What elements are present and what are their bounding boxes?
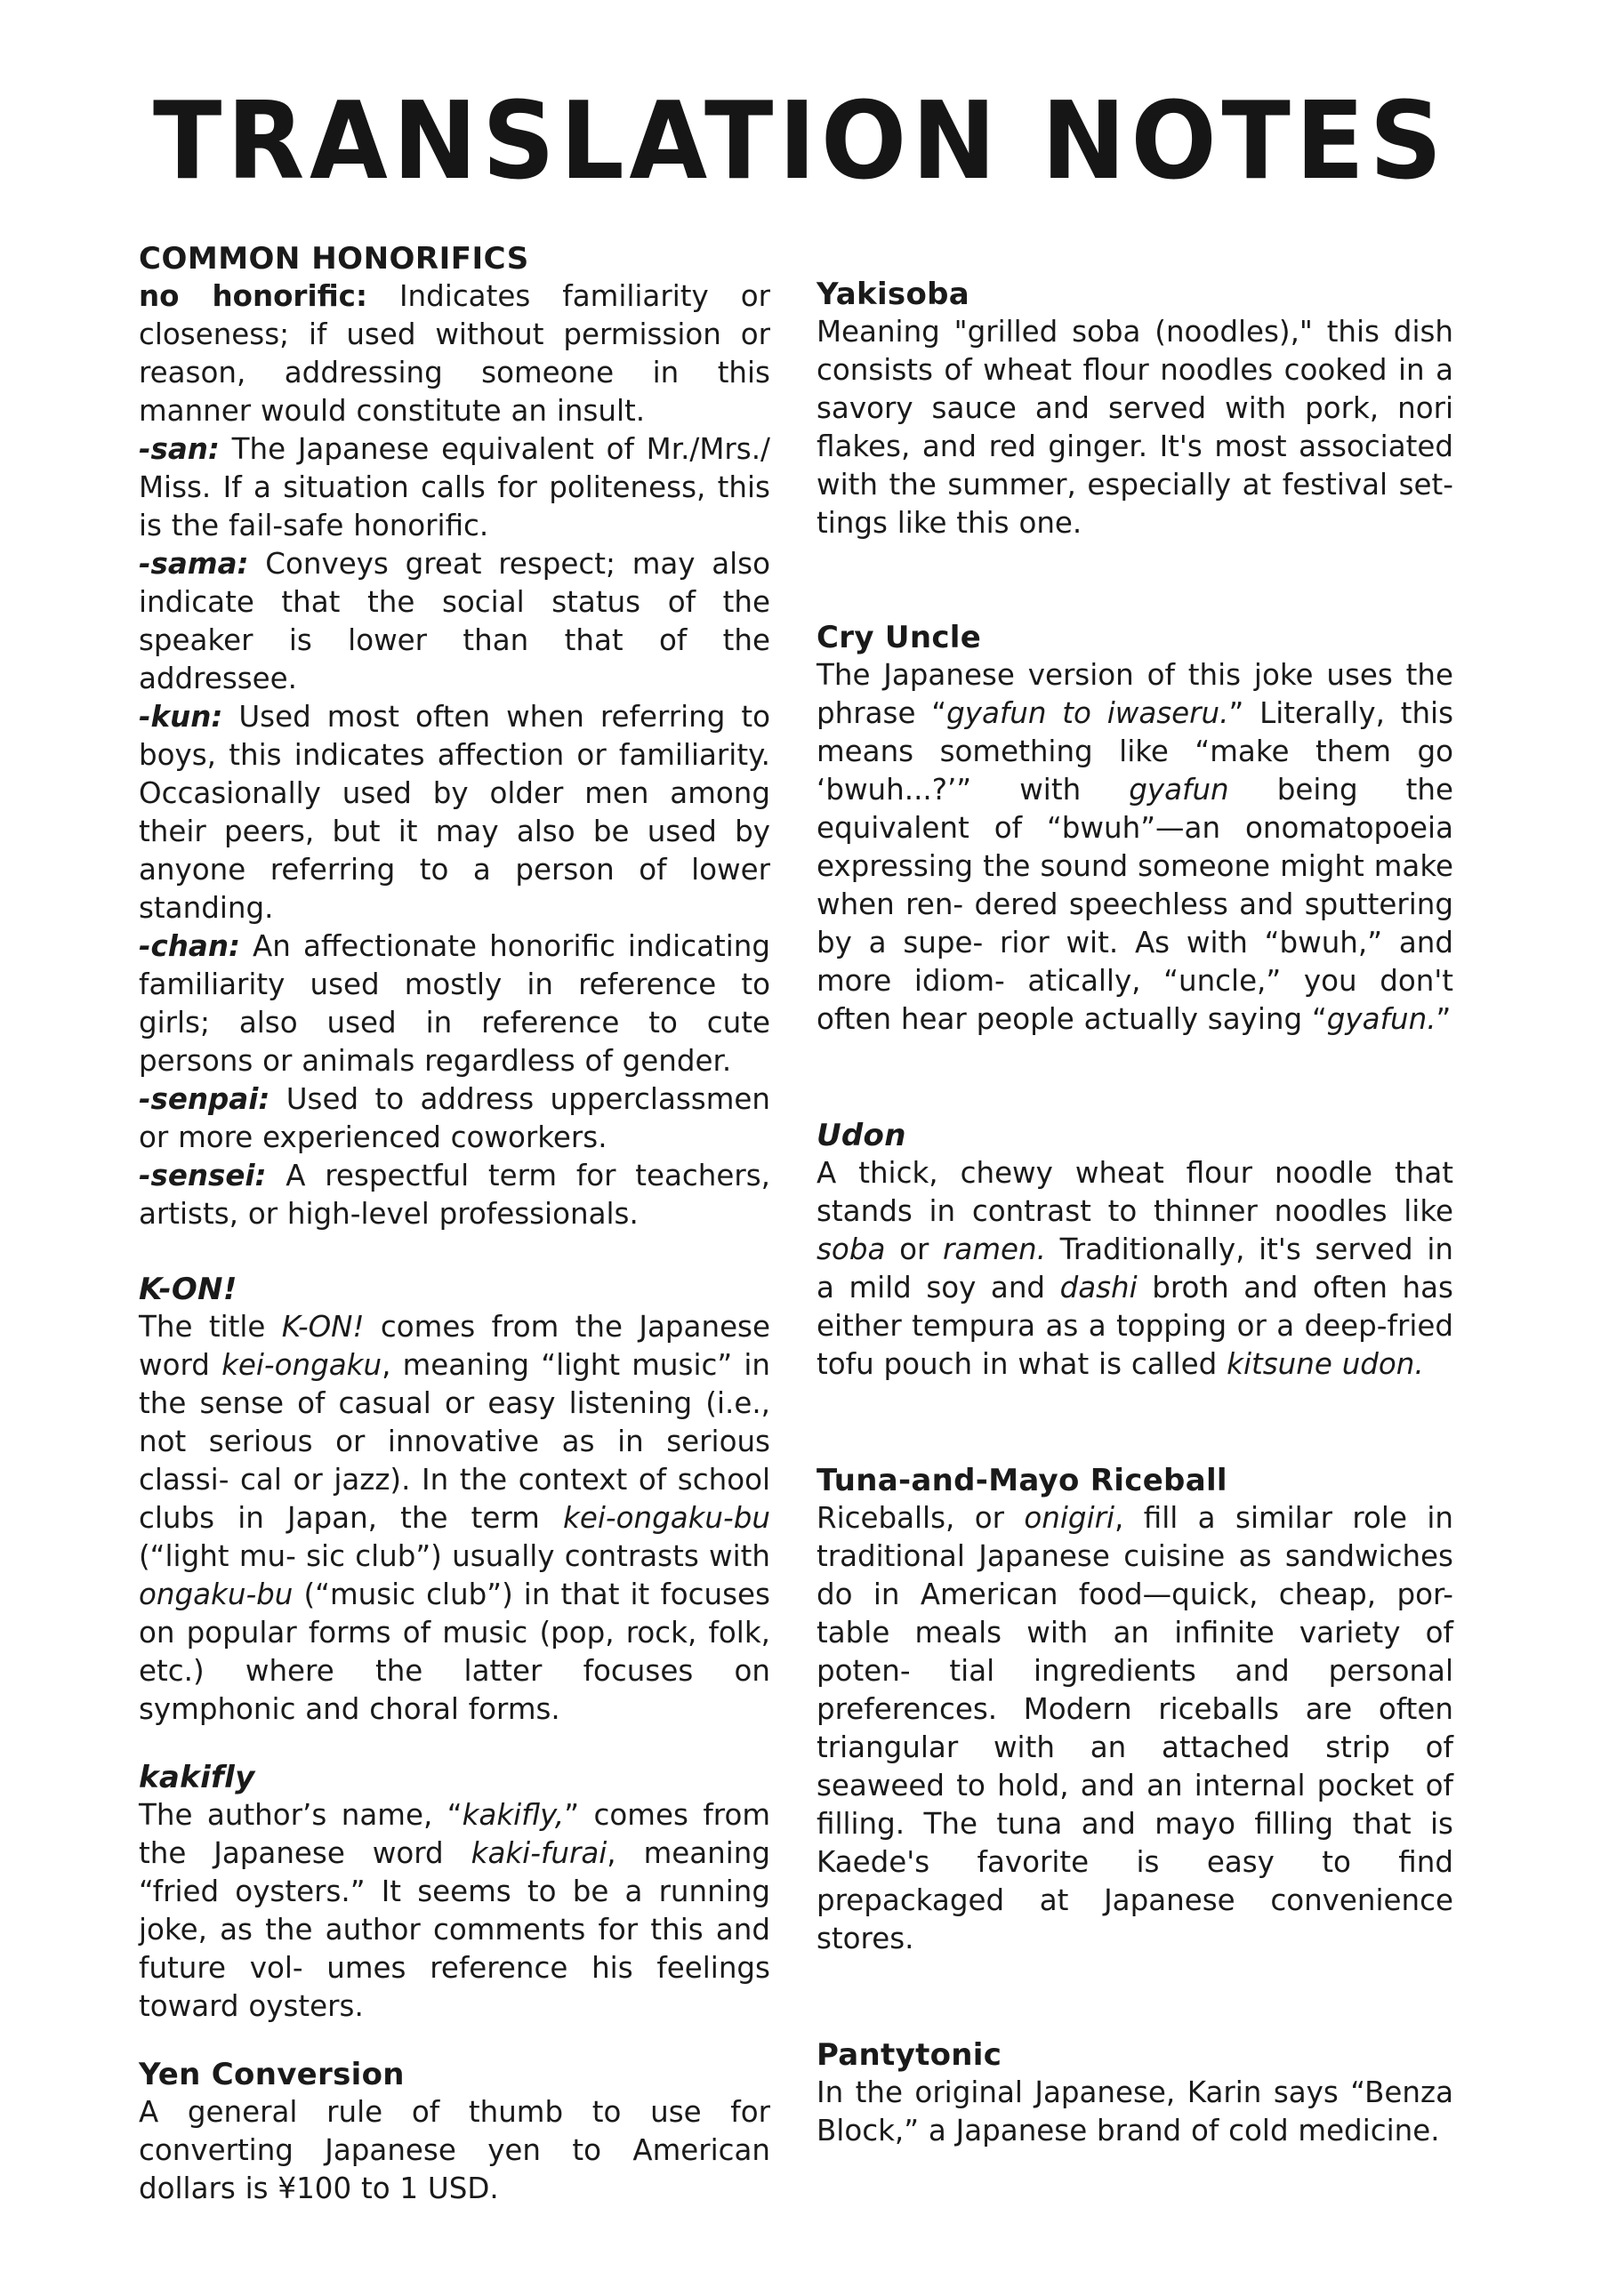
text-run: The Japanese version of this joke uses the phrase “: [817, 658, 1453, 730]
italic-term: onigiri: [1024, 1501, 1114, 1535]
text-run: Meaning "grilled soba (noodles)," this dish consists of wheat flour noodles cooked in a savory sauce and served with pork, nori flakes, and red ginger. It's most associated with the summer, especially at festival set- tings like this one.: [817, 315, 1453, 540]
note-title: Yen Conversion: [139, 2057, 405, 2092]
honorifics-heading: COMMON HONORIFICS: [139, 241, 529, 277]
note-title: Pantytonic: [817, 2037, 1002, 2073]
text-run: , meaning “fried oysters.” It seems to be a running joke, as the author comments for this and future vol- umes reference his feelings toward oysters.: [139, 1836, 770, 2023]
honorific-term: -chan:: [139, 929, 240, 963]
italic-term: gyafun: [1129, 773, 1229, 807]
note-body: [817, 1499, 1453, 1958]
left-column: [139, 240, 770, 2208]
text-run: broth and often has either tempura as a topping or a deep-fried tofu pouch in what is called: [817, 1271, 1453, 1381]
page-title: [153, 82, 1452, 197]
text-run: Traditionally, it's served in a mild soy and: [817, 1232, 1453, 1305]
page-title-text: TRANSLATION NOTES: [153, 82, 1447, 197]
honorific-entry: [139, 698, 770, 927]
honorific-entry: [139, 1080, 770, 1157]
honorific-definition: An affectionate honorific indicating familiarity used mostly in reference to girls; also used in reference to cute persons or animals regardless of gender.: [139, 929, 770, 1078]
italic-term: gyafun to iwaseru.: [946, 696, 1229, 730]
note-title: kakifly: [139, 1760, 255, 1795]
italic-term: kitsune udon.: [1227, 1347, 1424, 1381]
honorific-term: -senpai:: [139, 1082, 270, 1116]
note-yakisoba: [817, 276, 1453, 542]
text-run: The title: [139, 1310, 282, 1344]
note-tuna-mayo-riceball: [817, 1462, 1453, 1958]
honorific-term: -kun:: [139, 700, 223, 734]
note-body: [817, 656, 1453, 1039]
italic-term: soba: [817, 1232, 886, 1266]
italic-term: ramen.: [943, 1232, 1046, 1266]
honorific-entry: [139, 927, 770, 1080]
honorific-definition: Conveys great respect; may also indicate that the social status of the speaker is lower than that of the addressee.: [139, 547, 770, 695]
text-run: being the equivalent of “bwuh”—an onomatopoeia expressing the sound someone might make when ren- dered speechless and sputtering by a supe- rior wit. As with “bwuh,” and more idiom- atically, “uncle,” you don't often hear people actually saying “: [817, 773, 1453, 1036]
note-yen-conversion: [139, 2056, 770, 2208]
text-run: comes from the Japanese word: [139, 1310, 770, 1382]
text-run: , meaning “light music” in the sense of casual or easy listening (i.e., not serious or innovative as in serious classi- cal or jazz). In the context of school clubs in Japan, the term: [139, 1348, 771, 1535]
italic-term: kakifly,: [462, 1798, 565, 1832]
note-title: Udon: [817, 1118, 906, 1153]
honorific-term: -sama:: [139, 547, 249, 581]
honorific-definition: Used to address upperclassmen or more experienced coworkers.: [139, 1082, 770, 1154]
italic-term: gyafun.: [1326, 1002, 1436, 1036]
honorific-definition: Indicates familiarity or closeness; if used without permission or reason, addressing someone in this manner would constitute an insult.: [139, 279, 770, 428]
note-title: Yakisoba: [817, 277, 969, 312]
note-body: [817, 1154, 1453, 1384]
right-column: [817, 240, 1453, 2150]
text-run: ” Literally, this means something like “make them go ‘bwuh...?’” with: [817, 696, 1454, 807]
text-run: In the original Japanese, Karin says “Benza Block,” a Japanese brand of cold medicine.: [817, 2075, 1453, 2147]
note-body: [139, 2093, 770, 2208]
honorific-term: no honorific:: [139, 279, 367, 313]
page-title-lettering: [153, 82, 1452, 197]
italic-term: kei-ongaku-bu: [563, 1501, 770, 1535]
honorific-term: -san:: [139, 432, 220, 466]
text-run: (“music club”) in that it focuses on popular forms of music (pop, rock, folk, etc.) where the latter focuses on symphonic and choral forms.: [139, 1577, 770, 1726]
note-title: Tuna-and-Mayo Riceball: [817, 1463, 1227, 1498]
text-run: A thick, chewy wheat flour noodle that stands in contrast to thinner noodles like: [817, 1156, 1453, 1228]
note-body: [139, 1308, 770, 1729]
honorific-entry: [139, 545, 770, 698]
honorifics-list: [139, 277, 770, 1233]
italic-term: ongaku-bu: [139, 1577, 294, 1611]
honorific-entry: [139, 1157, 770, 1233]
note-title: Cry Uncle: [817, 620, 982, 655]
text-run: (“light mu- sic club”) usually contrasts with: [139, 1539, 770, 1573]
text-run: ” comes from the Japanese word: [139, 1798, 770, 1870]
note-cry-uncle: [817, 619, 1453, 1039]
note-title: K-ON!: [139, 1272, 237, 1307]
italic-term: kaki-furai: [471, 1836, 607, 1870]
text-run: ”: [1436, 1002, 1452, 1036]
italic-term: dashi: [1059, 1271, 1138, 1305]
text-run: The author’s name, “: [139, 1798, 463, 1832]
note-kakifly: [139, 1759, 770, 2026]
honorific-entry: [139, 430, 770, 545]
text-run: A general rule of thumb to use for converting Japanese yen to American dollars is ¥100 to 1 USD.: [139, 2095, 770, 2205]
honorific-entry: [139, 277, 770, 430]
text-run: , fill a similar role in traditional Japanese cuisine as sandwiches do in American food—quick, cheap, por- table meals with an infinite variety of poten- tial ingredients and personal preferences. Modern riceballs are often triangular with an attached strip of seaweed to hold, and an internal pocket of filling. The tuna and mayo filling that is Kaede's favorite is easy to find prepackaged at Japanese convenience stores.: [817, 1501, 1453, 1955]
honorific-definition: Used most often when referring to boys, this indicates affection or familiarity. Occasionally used by older men among their peers, but it may also be used by anyone referring to a person of lower standing.: [139, 700, 770, 925]
note-body: [817, 2074, 1453, 2150]
italic-term: K-ON!: [281, 1310, 365, 1344]
note-body: [817, 313, 1453, 542]
italic-term: kei-ongaku: [221, 1348, 382, 1382]
note-k-on: [139, 1271, 770, 1729]
honorific-definition: A respectful term for teachers, artists, or high-level professionals.: [139, 1159, 770, 1231]
note-pantytonic: [817, 2036, 1453, 2150]
note-body: [139, 1796, 770, 2026]
text-run: Riceballs, or: [817, 1501, 1025, 1535]
honorific-definition: The Japanese equivalent of Mr./Mrs./ Miss. If a situation calls for politeness, this is the fail-safe honorific.: [139, 432, 770, 542]
honorific-term: -sensei:: [139, 1159, 267, 1192]
note-udon: [817, 1117, 1453, 1384]
text-run: or: [885, 1232, 944, 1266]
